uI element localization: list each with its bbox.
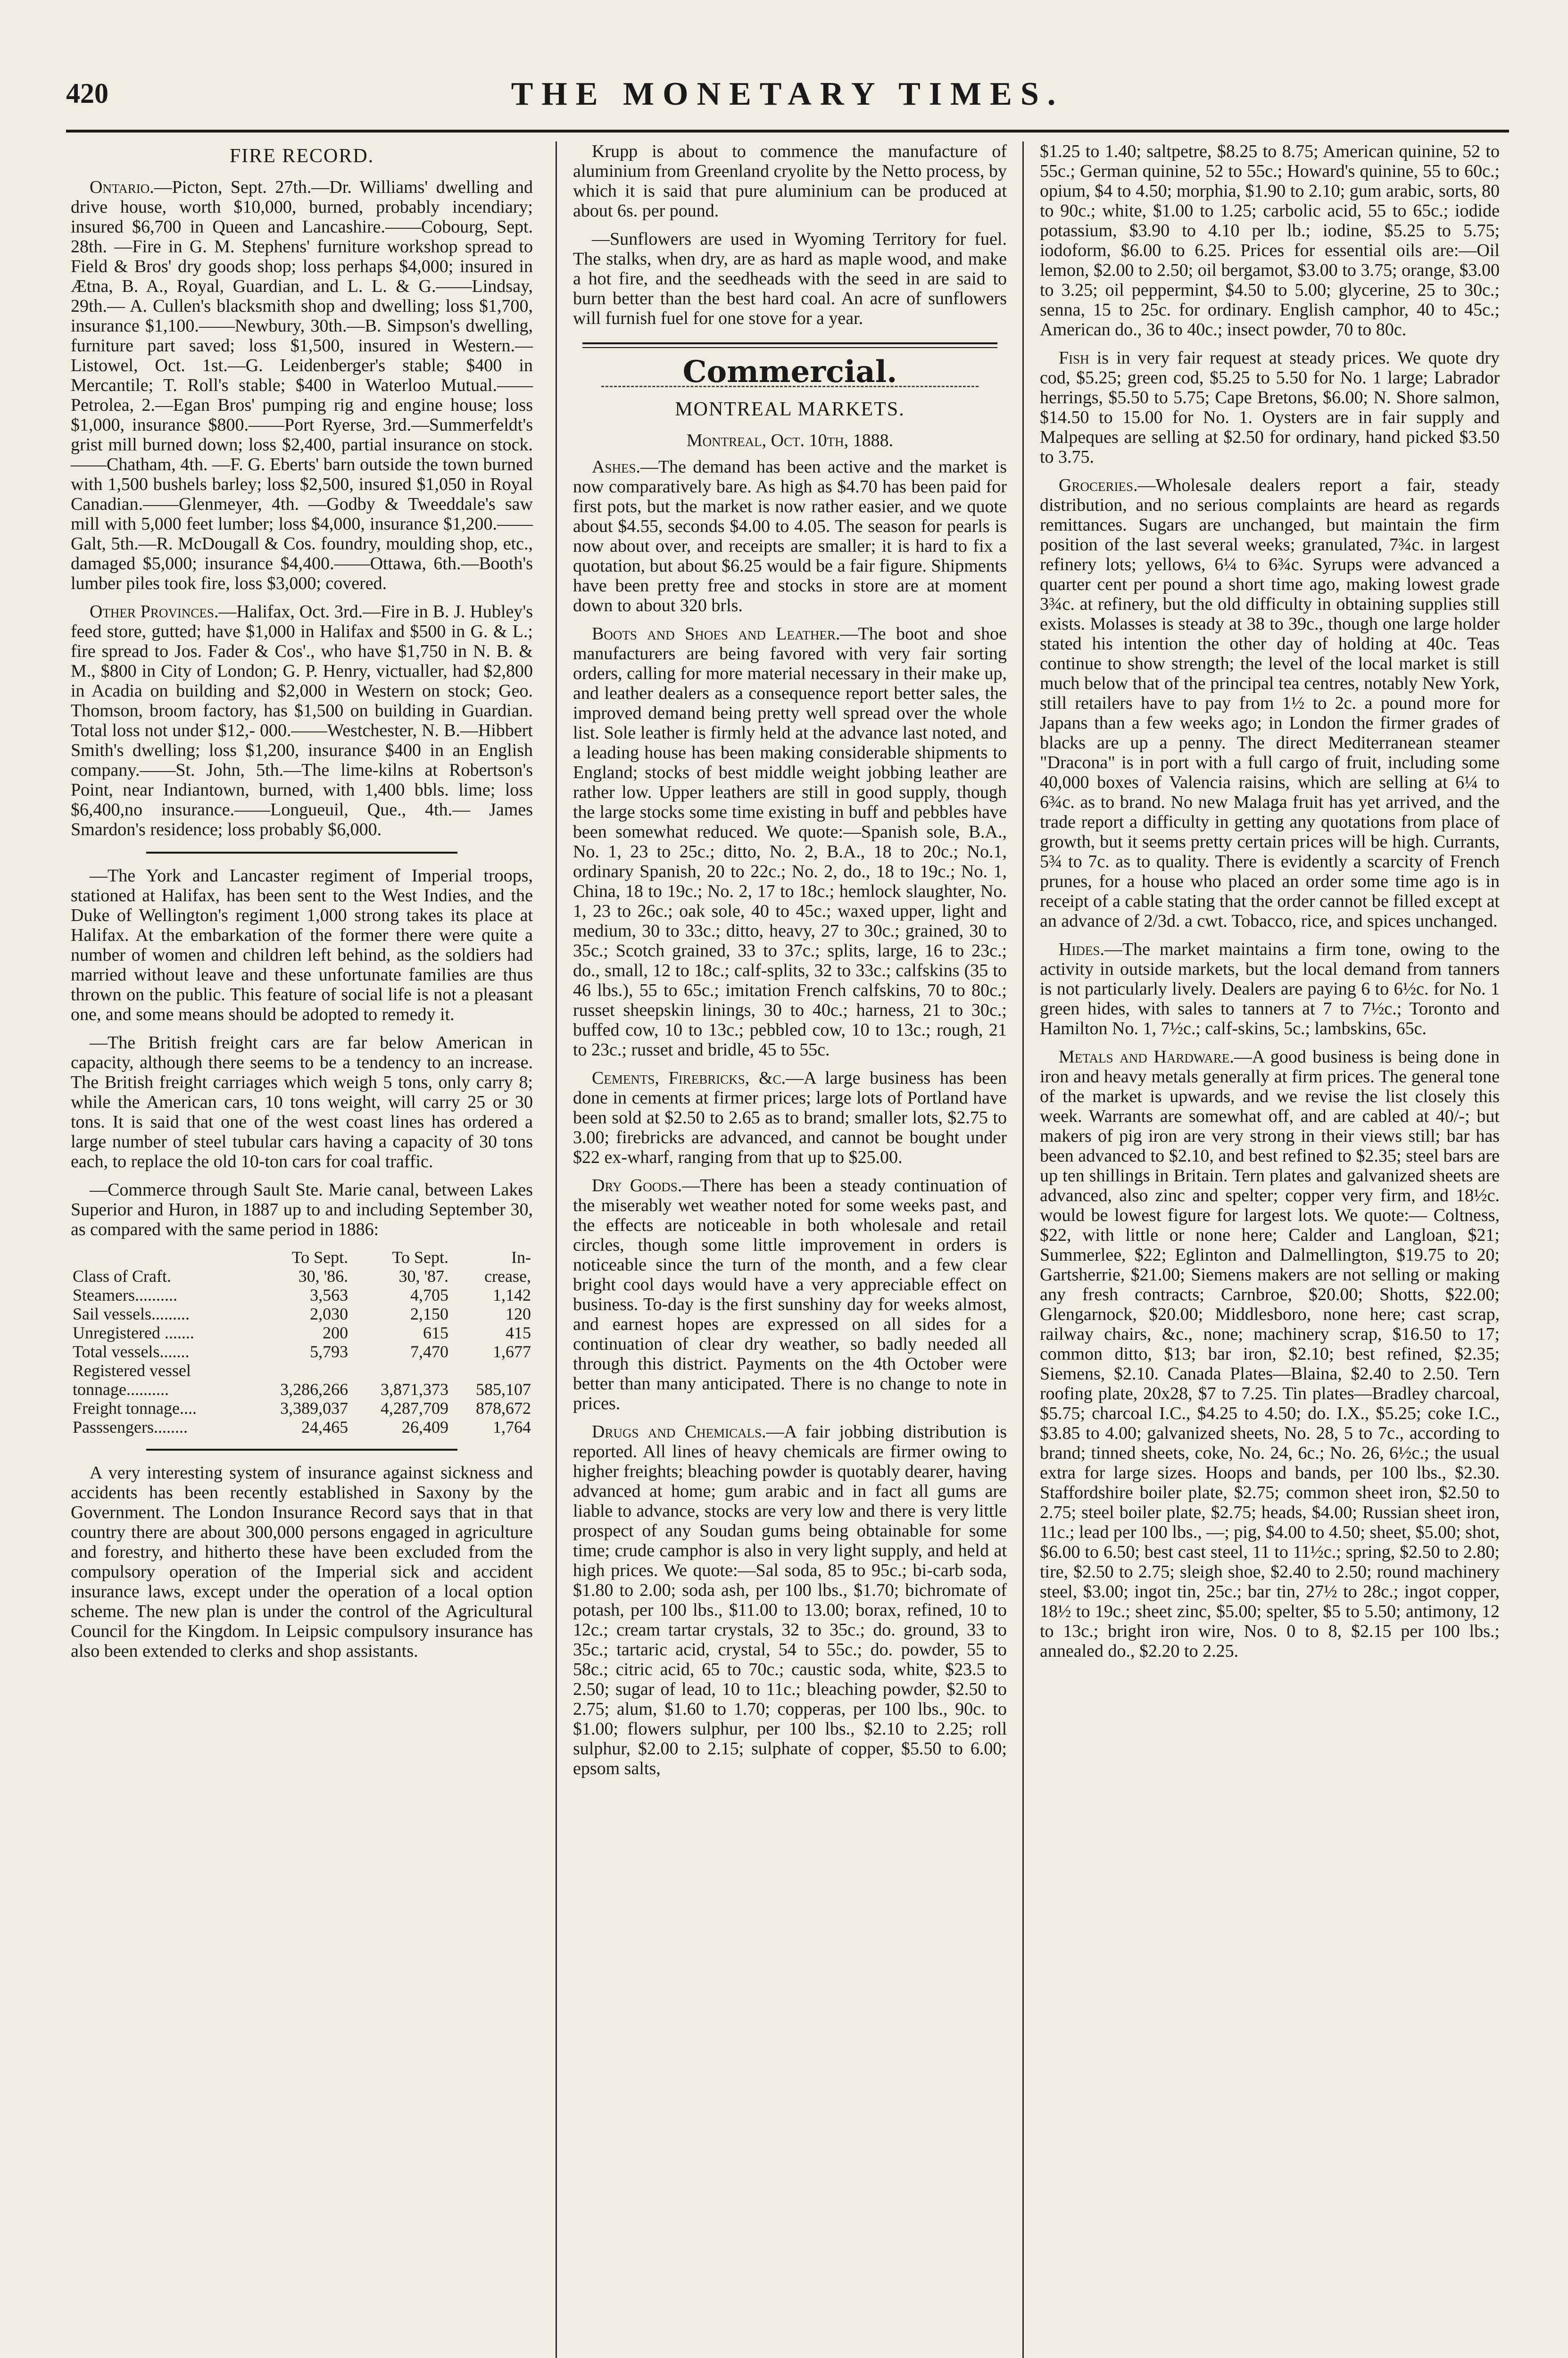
table-cell: 200 xyxy=(323,1323,348,1342)
table-cell: Unregistered ....... xyxy=(73,1323,194,1342)
cements-lead: Cements, Firebricks, &c. xyxy=(592,1068,786,1088)
table-header-cell xyxy=(71,1248,249,1267)
table-cell: 1,677 xyxy=(493,1342,531,1361)
ashes-paragraph xyxy=(573,457,1007,615)
metals-text: —A good business is being done in iron and heavy metals generally at firm prices. The general tone of the market is upwards, and we revise the list closely this week. Warrants are somewhat off, and are cabled at 40/-; but makers of pig iron are very strong in their views still; bar has been advanced to $2.10, and best refined to $2.35; steel bars are up ten shillings in Britain. Tern plates and galvanized sheets are advanced, also zinc and spelter; copper very firm, and 18½c. would be lowest figure for largest lots. We quote:— Coltness, $22, with little or none here; Calder and Langloan, $21; Summerlee, $22; Eglinton and Dalmellington, $19.75 to 20; Gartsherrie, $21.00; Siemens makers are not selling or making any fresh contracts; Carnbroe, $20.00; Shotts, $22.00; Glengarnock, $20.00; Middlesboro, none here; cast scrap, railway chairs, &c., none; machinery scrap, $16.50 to 17; common ditto, $13; bar iron, $2.10; best refined, $2.35; Siemens, $2.10. Canada Plates—Blaina, $2.40 to 2.50. Tern roofing plate, 20x28, $7 to 7.25. Tin plates—Bradley charcoal, $5.75; charcoal I.C., $4.25 to 4.50; do. I.X., $5.25; coke I.C., $3.85 to 4.00; galvanized sheets, No. 28, 5 to 7c., according to brand; tinned sheets, coke, No. 24, 6c.; No. 26, 6½c.; the usual extra for large sizes. Hoops and bands, per 100 lbs., $2.30. Staffordshire boiler plate, $2.75; common sheet iron, $2.50 to 2.75; steel boiler plate, $2.75; heads, $4.00; Russian sheet iron, 11c.; lead per 100 lbs., —; pig, $4.00 to 4.50; sheet, $5.00; shot, $6.00 to 6.50; best cast steel, 11 to 11½c.; spring, $2.50 to 2.80; tire, $2.50 to 2.75; sleigh shoe, $2.40 to 2.50; round machinery steel, $3.00; ingot tin, 25c.; bar tin, 27½ to 28c.; ingot copper, 18½ to 19c.; sheet zinc, $5.00; spelter, $5 to 5.50; antimony, 12 to 13c.; bright iron wire, Nos. 0 to 8, $2.15 per 100 lbs.; annealed do., $2.20 to 2.25. xyxy=(1040,1047,1500,1661)
table-cell: 4,705 xyxy=(410,1286,448,1304)
table-row xyxy=(71,1380,533,1399)
ashes-text: —The demand has been active and the market is now comparatively bare. As high as $4.70 has been paid for first pots, but the market is now rather easier, and we quote about $4.55, seconds $4.00 to 4.05. The season for pearls is now about over, and receipts are smaller; it is hard to fix a quotation, but about $6.25 would be a fair figure. Shipments have been pretty free and stocks in store are at moment down to about 320 brls. xyxy=(573,457,1007,615)
table-header-cell: crease, xyxy=(484,1267,531,1286)
drugs-paragraph xyxy=(573,1422,1007,1778)
groceries-text: —Wholesale dealers report a fair, steady distribution, and no serious complaints are heard as regards remittances. Sugars are unchanged, but maintain the firm position of the last several weeks; granulated, 7¾c. in largest refinery lots; yellows, 6¼ to 6¾c. Syrups were advanced a quarter cent per pound a short time ago, making lowest grade 3¾c. at refinery, but the old difficulty in obtaining supplies still exists. Molasses is steady at 38 to 39c., though one large holder stated his intention the other day of holding at 40c. Teas continue to show strength; the level of the local market is still much below that of the principal tea centres, notably New York, still retailers have to pay from 1½ to 2c. a pound more for Japans than a few weeks ago; in London the firmer grades of blacks are up a penny. The direct Mediterranean steamer "Dracona" is in port with a full cargo of fruit, including some 40,000 boxes of Valencia raisins, which are selling at 6¼ to 6¾c. as to brand. No new Malaga fruit has yet arrived, and the trade report a difficulty in getting any quotations from place of growth, but it seems pretty certain prices will be high. Currants, 5¾ to 7c. as to quality. There is evidently a scarcity of French prunes, for a house who placed an order some time ago is in receipt of a cable stating that the order cannot be filled except at an advance of 2/3d. a cwt. Tobacco, rice, and spices unchanged. xyxy=(1040,475,1500,931)
table-cell: Passsengers........ xyxy=(73,1418,188,1436)
boots-text: —The boot and shoe manufacturers are being favored with very fair sorting orders, calling for more material necessary in their make up, and leather dealers as a consequence report better sales, the improved demand being pretty well spread over the whole list. Sole leather is firmly held at the advance last noted, and a leading house has been making considerable shipments to England; stocks of best middle weight jobbing leather are rather low. Upper leathers are still in good supply, though the large stocks some time existing in buff and pebbles have been somewhat reduced. We quote:—Spanish sole, B.A., No. 1, 23 to 25c.; ditto, No. 2, B.A., 18 to 20c.; No.1, ordinary Spanish, 20 to 22c.; No. 2, do., 18 to 19c.; No. 1, China, 18 to 19c.; No. 2, 17 to 18c.; hemlock slaughter, No. 1, 23 to 26c.; oak sole, 40 to 45c.; waxed upper, light and medium, 30 to 33c.; ditto, heavy, 27 to 30c.; grained, 30 to 35c.; Scotch grained, 33 to 37c.; splits, large, 16 to 23c.; do., small, 12 to 18c.; calf-splits, 32 to 33c.; calfskins (35 to 46 lbs.), 55 to 65c.; imitation French calfskins, 70 to 80c.; russet sheepskin linings, 30 to 40c.; harness, 21 to 30c.; buffed cow, 10 to 13c.; pebbled cow, 10 to 13c.; rough, 21 to 23c.; russet and bridle, 45 to 55c. xyxy=(573,624,1007,1060)
table-cell: 5,793 xyxy=(310,1342,348,1361)
separator-rule xyxy=(146,1449,457,1451)
cements-text: —A large business has been done in cements at firmer prices; large lots of Portland have been sold at $2.50 to 2.65 as to brand; smaller lots, $2.75 to 3.00; firebricks are advanced, and cannot be bought under $22 ex-wharf, ranging from that up to $25.00. xyxy=(573,1068,1007,1167)
hides-paragraph xyxy=(1040,939,1500,1038)
section-double-rule xyxy=(582,342,997,348)
drugs-text: —A fair jobbing distribution is reported. All lines of heavy chemicals are firmer owing to higher freights; bleaching powder is quotably dearer, having advanced at home; gum arabic and in fact all gums are liable to advance, stocks are very low and there is very little prospect of any Soudan gums being obtainable for some time; crude camphor is also in very light supply, and held at high prices. We quote:—Sal soda, 85 to 95c.; bi-carb soda, $1.80 to 2.00; soda ash, per 100 lbs., $1.70; bichromate of potash, per 100 lbs., $11.00 to 13.00; borax, refined, 10 to 12c.; cream tartar crystals, 32 to 35c.; do. ground, 33 to 35c.; tartaric acid, crystal, 54 to 55c.; do. powder, 55 to 58c.; citric acid, 65 to 70c.; caustic soda, white, $23.5 to 2.50; sugar of lead, 10 to 11c.; bleaching powder, $2.50 to 2.75; alum, $1.60 to 1.70; copperas, per 100 lbs., 90c. to $1.00; flowers sulphur, per 100 lbs., $2.10 to 2.25; roll sulphur, $2.00 to 2.15; sulphate of copper, $5.50 to 6.00; epsom salts, xyxy=(573,1422,1007,1778)
table-cell: 615 xyxy=(423,1323,448,1342)
groceries-lead: Groceries. xyxy=(1059,475,1138,495)
column-1 xyxy=(71,141,533,1669)
other-provinces-text: —Halifax, Oct. 3rd.—Fire in B. J. Hubley's feed store, gutted; have $1,000 in Halifax and $500 in G. & L.; fire spread to Jos. Fader & Cos'., who have $1,750 in N. B. & M., $800 in City of London; G. P. Henry, victualler, had $2,800 in Acadia on building and $2,000 in Western on stock; Geo. Thomson, broom factory, has $1,500 on building in Guardian. Total loss not under $12,- 000.——Westchester, N. B.—Hibbert Smith's dwelling; loss $1,200, insurance $400 in an English company.——St. John, 5th.—The lime-kilns at Robertson's Point, near Indiantown, burned, with 1,400 bbls. lime; loss $6,400,no insurance.——Longueuil, Que., 4th.— James Smardon's residence; loss probably $6,000. xyxy=(71,602,533,839)
table-cell xyxy=(450,1361,533,1380)
table-cell: 2,150 xyxy=(410,1304,448,1323)
boots-paragraph xyxy=(573,624,1007,1060)
dateline: Montreal, Oct. 10th, 1888. xyxy=(686,431,894,450)
drugs-continued-paragraph: $1.25 to 1.40; saltpetre, $8.25 to 8.75; American quinine, 52 to 55c.; German quinine, 52 to 55c.; Howard's quinine, 55 to 60c.; opium, $4 to 4.50; morphia, $1.90 to 2.10; gum arabic, sorts, 80 to 90c.; white, $1.00 to 1.25; carbolic acid, 55 to 65c.; iodide potassium, $3.90 to 4.10 per lb.; iodine, $5.25 to 5.75; iodoform, $6.00 to 6.25. Prices for essential oils are:—Oil lemon, $2.00 to 2.50; oil bergamot, $3.00 to 3.75; orange, $3.00 to 3.25; oil peppermint, $4.50 to 5.00; glycerine, 25 to 30c.; senna, 15 to 25c. for ordinary. English camphor, 40 to 45c.; American do., 36 to 40c.; insect powder, 70 to 80c. xyxy=(1040,141,1500,340)
page-number: 420 xyxy=(66,78,108,109)
table-cell: 3,286,266 xyxy=(280,1380,348,1399)
fish-paragraph xyxy=(1040,348,1500,467)
table-row xyxy=(71,1286,533,1304)
table-cell: 7,470 xyxy=(410,1342,448,1361)
table-header-row xyxy=(71,1248,533,1267)
table-cell: Total vessels....... xyxy=(73,1342,190,1361)
column-divider-2 xyxy=(1022,141,1024,2358)
metals-paragraph xyxy=(1040,1047,1500,1661)
metals-lead: Metals and Hardware. xyxy=(1059,1047,1234,1067)
ontario-text: —Picton, Sept. 27th.—Dr. Williams' dwelling and drive house, worth $10,000, burned, probably incendiary; insured $6,700 in Queen and Lancashire.——Cobourg, Sept. 28th. —Fire in G. M. Stephens' furniture workshop spread to Field & Bros' dry goods shop; loss perhaps $4,000; insured in Ætna, B. A., Royal, Guardian, and L. L. & G.——Lindsay, 29th.— A. Cullen's blacksmith shop and dwelling; loss $1,700, insurance $1,100.——Newbury, 30th.—B. Simpson's dwelling, furniture part saved; loss $1,500, insured in Western.— Listowel, Oct. 1st.—G. Leidenberger's stable; $400 in Mercantile; T. Roll's stable; $400 in Waterloo Mutual.——Petrolea, 2.—Egan Bros' pumping rig and engine house; loss $1,000, insurance $800.——Port Ryerse, 3rd.—Summerfeldt's grist mill burned down; loss $2,400, partial insurance on stock.——Chatham, 4th. —F. G. Eberts' barn outside the town burned with 1,500 bushels barley; loss $2,500, insured $1,050 in Royal Canadian.——Glenmeyer, 4th. —Godby & Tweeddale's saw mill with 5,000 feet lumber; loss $4,000, insurance $1,200.—— Galt, 5th.—R. McDougall & Cos. foundry, moulding shop, etc., damaged $5,000; insurance $4,400.——Ottawa, 6th.—Booth's lumber piles took fire, loss $3,000; covered. xyxy=(71,177,533,593)
table-cell: 24,465 xyxy=(301,1418,348,1436)
fish-text: is in very fair request at steady prices. We quote dry cod, $5.25; green cod, $5.25 to 5.50 for No. 1 large; Labrador herrings, $5.50 to 5.75; Cape Bretons, $6.00; N. Shore salmon, $14.50 to 15.00 for No. 1. Oysters are in fair supply and Malpeques are selling at $2.50 for ordinary, hand picked $3.50 to 3.75. xyxy=(1040,348,1500,467)
table-row xyxy=(71,1418,533,1436)
table-cell: tonnage.......... xyxy=(73,1380,169,1399)
cements-paragraph xyxy=(573,1068,1007,1167)
page-header xyxy=(66,71,1509,127)
krupp-paragraph: Krupp is about to commence the manufacture of aluminium from Greenland cryolite by the Netto process, by which it is said that pure aluminium can be produced at about 6s. per pound. xyxy=(573,141,1007,221)
boots-lead: Boots and Shoes and Leather. xyxy=(592,624,840,644)
table-cell: 3,389,037 xyxy=(280,1399,348,1418)
table-cell: 878,672 xyxy=(476,1399,531,1418)
column-divider-1 xyxy=(556,141,557,2358)
fire-ontario-paragraph xyxy=(71,177,533,593)
table-cell: Freight tonnage.... xyxy=(73,1399,197,1418)
separator-rule xyxy=(146,852,457,854)
table-cell: 1,764 xyxy=(493,1418,531,1436)
hides-text: —The market maintains a firm tone, owing to the activity in outside markets, but the local demand from tanners is not particularly lively. Dealers are paying 6 to 6½c. for No. 1 green hides, with sales to tanners at 7 to 7½c.; Toronto and Hamilton No. 1, 7½c.; calf-skins, 5c.; lambskins, 65c. xyxy=(1040,939,1500,1038)
table-cell xyxy=(249,1361,350,1380)
table-cell: 1,142 xyxy=(493,1286,531,1304)
york-lancaster-paragraph: —The York and Lancaster regiment of Imperial troops, stationed at Halifax, has been sent to the West Indies, and the Duke of Wellington's regiment 1,000 strong takes its place at Halifax. At the embarkation of the former there were quite a number of women and children left behind, as the soldiers had married without leave and these unfortunate families are thus thrown on the public. This feature of social life is not a pleasant one, and some means should be adopted to remedy it. xyxy=(71,866,533,1024)
masthead-title: THE MONETARY TIMES. xyxy=(511,76,1064,112)
table-cell: Registered vessel xyxy=(73,1361,191,1380)
table-row xyxy=(71,1342,533,1361)
table-cell: 585,107 xyxy=(476,1380,531,1399)
column-3 xyxy=(1040,141,1500,1669)
table-header-cell: To Sept. xyxy=(392,1248,448,1267)
table-header-cell: Class of Craft. xyxy=(73,1267,171,1286)
fire-other-paragraph xyxy=(71,602,533,839)
table-cell: 120 xyxy=(506,1304,531,1323)
commercial-heading: Commercial. xyxy=(682,354,897,390)
table-header-row xyxy=(71,1267,533,1286)
table-row xyxy=(71,1399,533,1418)
drugs-lead: Drugs and Chemicals. xyxy=(592,1422,766,1442)
table-header-cell: 30, '87. xyxy=(398,1267,448,1286)
sault-canal-paragraph: —Commerce through Sault Ste. Marie canal, between Lakes Superior and Huron, in 1887 up to and including September 30, as compared with the same period in 1886: xyxy=(71,1180,533,1239)
freight-cars-paragraph: —The British freight cars are far below American in capacity, although there seems to be a tendency to an increase. The British freight carriages which weigh 5 tons, only carry 8; while the American cars, 10 tons weight, will carry 25 or 30 tons. It is said that one of the west coast lines has ordered a large number of steel tubular cars having a capacity of 30 tons each, to replace the old 10-ton cars for coal traffic. xyxy=(71,1033,533,1171)
ontario-lead: Ontario. xyxy=(90,177,154,197)
dry-goods-text: —There has been a steady continuation of the miserably wet weather noted for some weeks past, and the effects are noticeable in both wholesale and retail circles, though some little improvement in orders is noticeable since the turn of the month, and a few clear bright cool days would have a very appreciable effect on business. To-day is the first sunshiny day for weeks almost, and earnest hopes are expressed on all sides for a continuation of clear dry weather, so badly needed all through this district. Payments on the 4th October were better than many anticipated. There is no change to note in prices. xyxy=(573,1176,1007,1413)
table-cell: 26,409 xyxy=(401,1418,448,1436)
table-cell: 4,287,709 xyxy=(380,1399,448,1418)
table-cell: 415 xyxy=(506,1323,531,1342)
table-cell: 2,030 xyxy=(310,1304,348,1323)
table-row xyxy=(71,1361,533,1380)
table-cell: 3,563 xyxy=(310,1286,348,1304)
header-rule xyxy=(66,130,1509,133)
table-cell: Sail vessels......... xyxy=(73,1304,190,1323)
canal-stats-table xyxy=(71,1248,533,1436)
table-cell xyxy=(350,1361,450,1380)
table-row xyxy=(71,1304,533,1323)
table-row xyxy=(71,1323,533,1342)
sunflowers-paragraph: —Sunflowers are used in Wyoming Territory for fuel. The stalks, when dry, are as hard as maple wood, and make a hot fire, and the seedheads with the seed in are said to burn better than the best hard coal. An acre of sunflowers will furnish fuel for one stove for a year. xyxy=(573,229,1007,328)
dry-goods-lead: Dry Goods. xyxy=(592,1176,682,1196)
table-header-cell: In- xyxy=(511,1248,531,1267)
other-provinces-lead: Other Provinces. xyxy=(90,602,219,622)
table-header-cell: 30, '86. xyxy=(298,1267,348,1286)
hides-lead: Hides. xyxy=(1059,939,1104,959)
groceries-paragraph xyxy=(1040,475,1500,931)
dry-goods-paragraph xyxy=(573,1176,1007,1413)
table-header-cell: To Sept. xyxy=(291,1248,348,1267)
fire-record-title: FIRE RECORD. xyxy=(229,145,374,167)
montreal-markets-title: MONTREAL MARKETS. xyxy=(675,399,905,420)
fish-lead: Fish xyxy=(1059,348,1089,368)
column-2 xyxy=(573,141,1007,1787)
table-cell: 3,871,373 xyxy=(380,1380,448,1399)
table-cell: Steamers.......... xyxy=(73,1286,177,1304)
saxony-insurance-paragraph: A very interesting system of insurance against sickness and accidents has been recently established in Saxony by the Government. The London Insurance Record says that in that country there are about 300,000 persons engaged in agriculture and forestry, and hitherto these have been excluded from the compulsory operation of the Imperial sick and accident insurance laws, except under the operation of a local option scheme. The new plan is under the control of the Agricultural Council for the Kingdom. In Leipsic compulsory insurance has also been extended to clerks and shop assistants. xyxy=(71,1463,533,1661)
ashes-lead: Ashes. xyxy=(592,457,640,477)
